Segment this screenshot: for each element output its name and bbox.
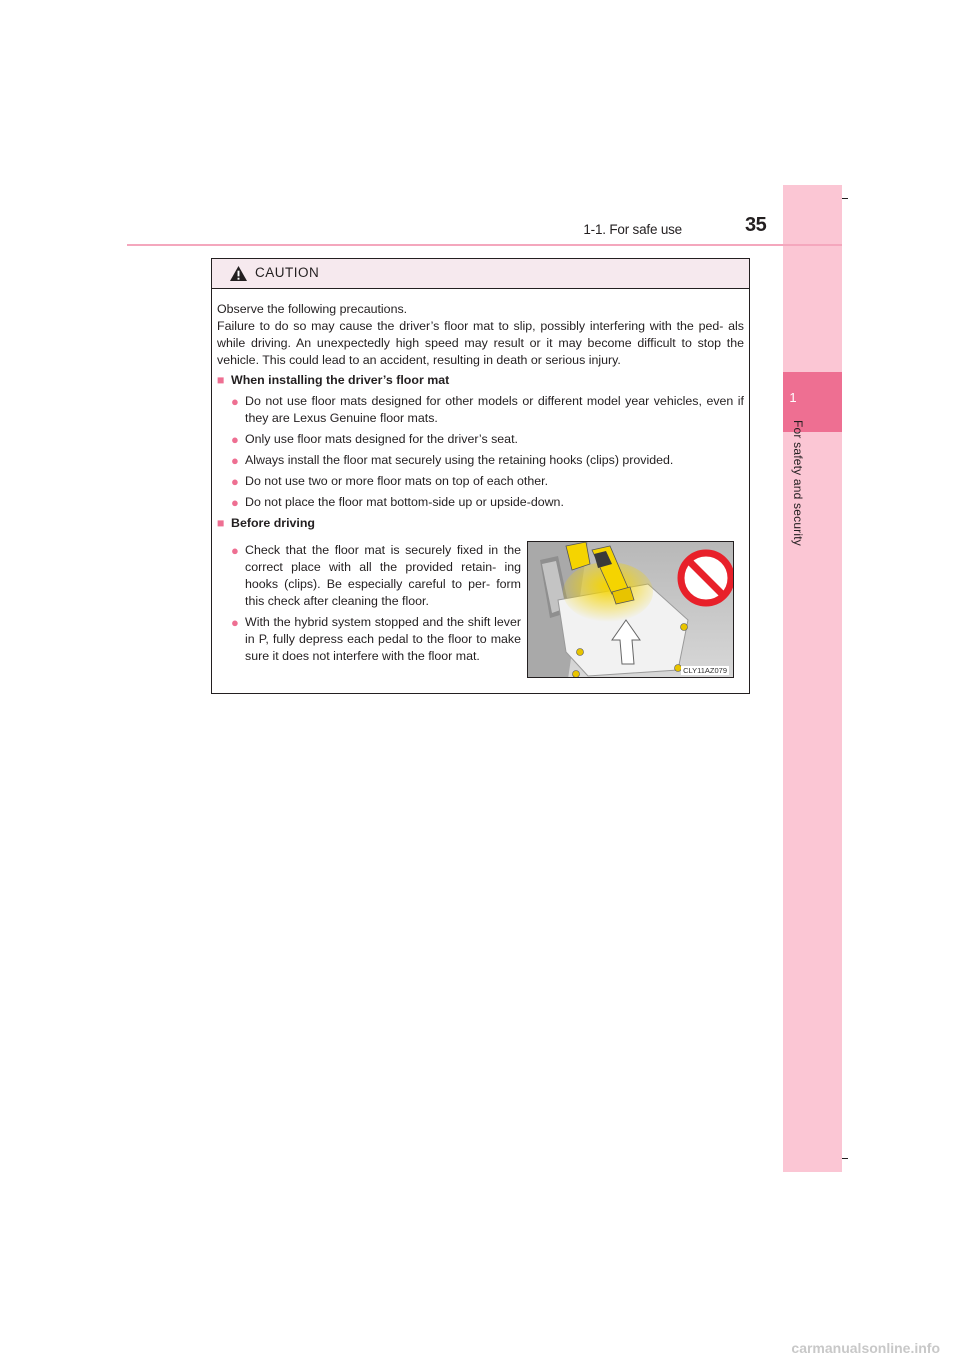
section-heading	[217, 515, 744, 532]
list-item	[231, 452, 744, 469]
warning-triangle-icon	[229, 265, 248, 282]
list-item	[231, 614, 521, 665]
list-item-text: Only use floor mats designed for the driver’s seat.	[245, 432, 518, 446]
circle-bullet-icon: ●	[231, 474, 239, 489]
section-heading-text: Before driving	[231, 516, 315, 530]
circle-bullet-icon: ●	[231, 453, 239, 468]
circle-bullet-icon: ●	[231, 432, 239, 447]
list-item	[231, 494, 744, 511]
list-item	[231, 542, 521, 610]
image-code: CLY11AZ079	[683, 666, 727, 675]
list-item-text: Do not use two or more floor mats on top of each other.	[245, 474, 549, 488]
floor-mat-illustration	[527, 541, 734, 678]
list-item	[231, 431, 744, 448]
header-rule	[127, 244, 842, 246]
floor-mat-drawing	[528, 542, 734, 678]
circle-bullet-icon: ●	[231, 394, 239, 409]
square-bullet-icon: ■	[217, 373, 225, 387]
list-item-text: Check that the floor mat is securely fixed in the correct place with all the provided retain- ing hooks (clips). Be especially careful to per- form this check after cleaning the floor.	[245, 543, 521, 608]
section-title: 1-1. For safe use	[583, 222, 682, 237]
section-heading	[217, 372, 744, 389]
chapter-label: For safety and security	[791, 420, 805, 546]
caution-title: CAUTION	[255, 265, 320, 280]
circle-bullet-icon: ●	[231, 543, 239, 558]
list-item	[231, 393, 744, 427]
list-item	[231, 473, 744, 490]
intro-paragraph: Failure to do so may cause the driver’s floor mat to slip, possibly interfering with the ped- als while driving. An unexpectedly high speed may result or it may become difficult to stop the vehicle. This could lead to an accident, resulting in death or serious injury.	[217, 319, 744, 367]
caution-header	[212, 259, 749, 289]
list-item-text: Do not use floor mats designed for other models or different model year vehicles, even if they are Lexus Genuine floor mats.	[245, 394, 744, 425]
chapter-side-strip	[783, 185, 842, 1172]
circle-bullet-icon: ●	[231, 495, 239, 510]
list-item-text: Always install the floor mat securely using the retaining hooks (clips) provided.	[245, 453, 674, 467]
circle-bullet-icon: ●	[231, 615, 239, 630]
list-item-text: With the hybrid system stopped and the shift lever in P, fully depress each pedal to the floor to make sure it does not interfere with the floor mat.	[245, 615, 521, 663]
chapter-number: 1	[789, 390, 797, 405]
square-bullet-icon: ■	[217, 516, 225, 530]
list-item-text: Do not place the floor mat bottom-side up or upside-down.	[245, 495, 564, 509]
footer-watermark: carmanualsonline.info	[791, 1340, 940, 1356]
prohibited-sign-icon	[681, 553, 731, 603]
intro-line: Observe the following precautions.	[217, 302, 408, 316]
section-heading-text: When installing the driver’s floor mat	[231, 373, 450, 387]
page-number: 35	[745, 214, 767, 236]
